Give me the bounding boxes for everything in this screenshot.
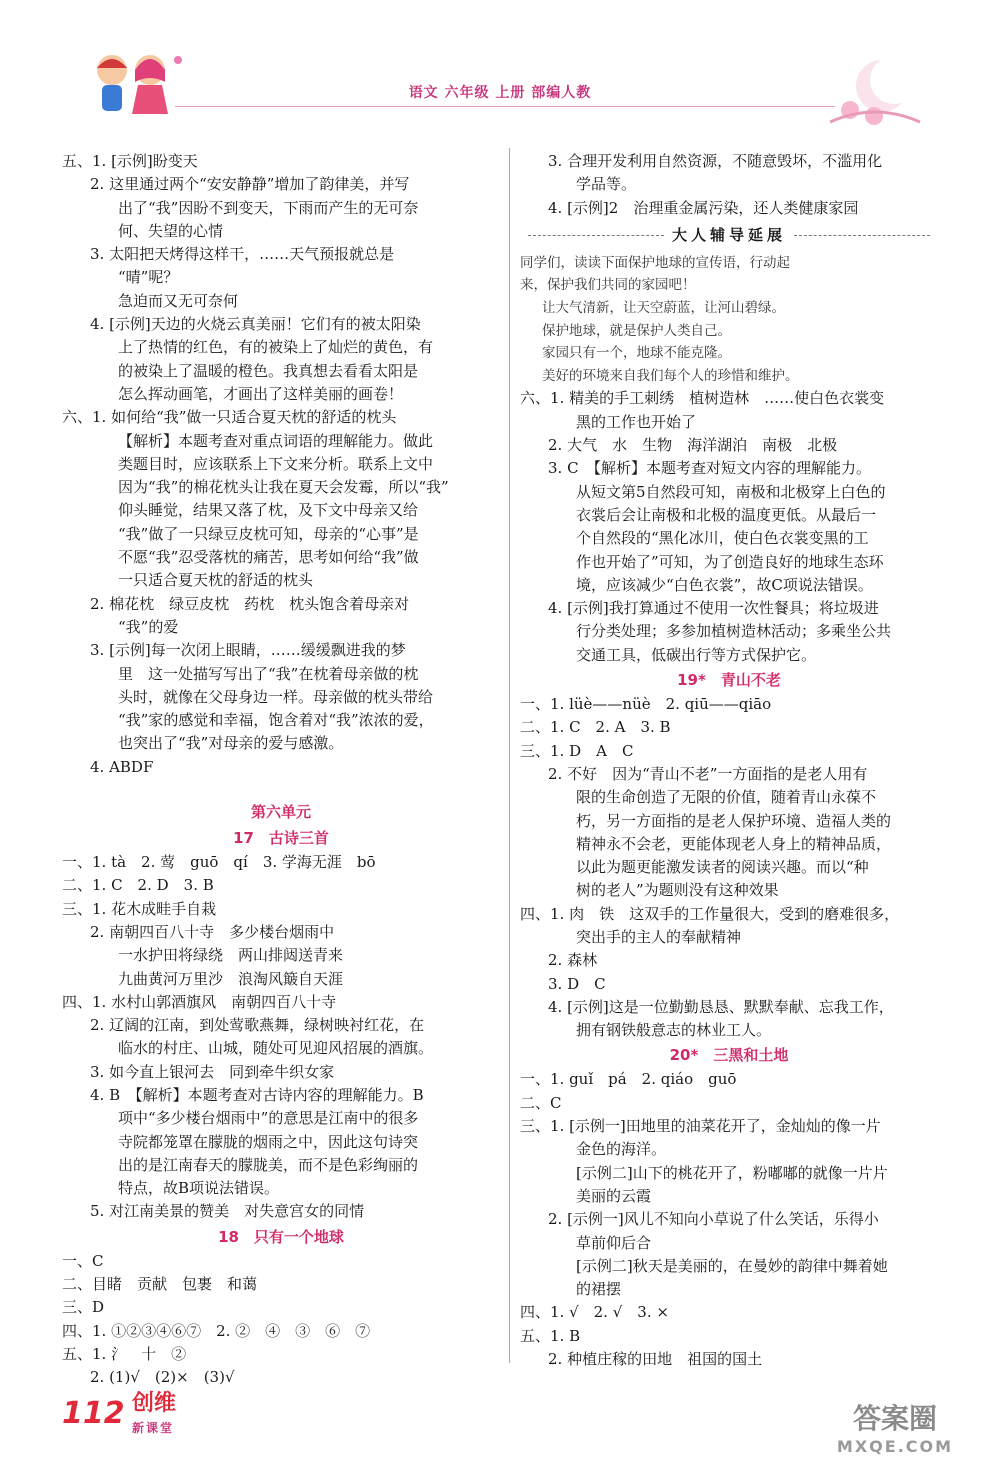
answer-line: 2. 这里通过两个“安安静静”增加了韵律美，并写 <box>90 175 410 194</box>
answer-line: 来，保护我们共同的家园吧！ <box>520 277 696 293</box>
answer-line: “我”的爱 <box>118 617 179 636</box>
answer-line: 因为“我”的棉花枕头让我在夏天会发霉，所以“我” <box>118 478 449 497</box>
answer-line: 二、1. C 2. D 3. B <box>62 876 214 895</box>
answer-line: 特点，故B项说法错误。 <box>118 1179 280 1198</box>
answer-line: 五、1. B <box>520 1326 581 1345</box>
answer-line: 4. [示例]2 治理重金属污染，还人类健康家园 <box>548 198 859 217</box>
section-heading: 第六单元 <box>250 803 311 822</box>
answer-line: “晴”呢？ <box>118 268 179 287</box>
answer-line: 2. (1)√ (2)× (3)√ <box>90 1368 235 1387</box>
tutor-box-title-text: 大人辅导延展 <box>672 226 787 245</box>
answer-line: 的被染上了温暖的橙色。我真想去看看太阳是 <box>118 361 419 380</box>
answer-line: 里 这一处描写写出了“我”在枕着母亲做的枕 <box>118 664 419 683</box>
answer-line: 4. ABDF <box>90 757 154 776</box>
answer-line: “我”做了一只绿豆皮枕可知，母亲的“心事”是 <box>118 524 419 543</box>
answer-line: 3. D C <box>548 974 606 993</box>
answer-line: 衣裳后会让南极和北极的温度更低。从最后一 <box>576 505 877 524</box>
answer-line: 2. 种植庄稼的田地 祖国的国土 <box>548 1350 763 1369</box>
right-bottom-answers <box>520 387 938 1371</box>
answer-line: 的裙摆 <box>576 1280 622 1299</box>
answer-line: 上了热情的红色，有的被染上了灿烂的黄色，有 <box>118 338 434 357</box>
answer-line: 4. [示例]天边的火烧云真美丽！它们有的被太阳染 <box>90 315 421 334</box>
answer-line: [示例二]秋天是美丽的，在曼妙的韵律中舞着她 <box>576 1256 888 1275</box>
answer-line: 美丽的云霞 <box>576 1186 652 1205</box>
answer-line: 2. 不好 因为“青山不老”一方面指的是老人用有 <box>548 764 868 783</box>
answer-line: 黑的工作也开始了 <box>576 412 697 431</box>
answer-line: 3. 太阳把天烤得这样干，……天气预报就总是 <box>90 245 395 264</box>
answer-line: 突出手的主人的奉献精神 <box>576 927 742 946</box>
answer-line: 四、1. √ 2. √ 3. × <box>520 1303 669 1322</box>
answer-line: 三、D <box>62 1298 105 1317</box>
answer-line: 以此为题更能激发读者的阅读兴趣。而以“种 <box>576 858 869 877</box>
brand-logo-sub: 新课堂 <box>132 1421 175 1435</box>
answer-line: 树的老人”为题则没有这种效果 <box>576 881 779 900</box>
answer-line: 项中“多少楼台烟雨中”的意思是江南中的很多 <box>118 1109 419 1128</box>
column-divider <box>509 148 510 1363</box>
tutor-box-text <box>520 252 938 388</box>
answer-line: 出了“我”因盼不到变天，下雨而产生的无可奈 <box>118 198 419 217</box>
answer-line: 作也开始了”可知，为了创造良好的地球生态环 <box>576 552 884 571</box>
right-column <box>520 150 938 1371</box>
sleeping-moon-icon <box>820 52 930 132</box>
answer-line: 一、C <box>62 1251 104 1270</box>
tutor-box-title <box>520 223 938 249</box>
answer-line: 限的生命创造了无限的价值，随着青山永葆不 <box>576 788 877 807</box>
answer-line: 二、目睹 贡献 包裹 和蔼 <box>62 1275 258 1294</box>
page-header-title: 语文 六年级 上册 部编人教 <box>408 85 592 101</box>
answer-line: 让大气清新，让天空蔚蓝，让河山碧绿。 <box>542 300 785 316</box>
section-heading: 18 只有一个地球 <box>218 1227 344 1246</box>
answer-line: 【解析】本题考查对重点词语的理解能力。做此 <box>118 431 434 450</box>
answer-line: “我”家的感觉和幸福，饱含着对“我”浓浓的爱， <box>118 711 434 730</box>
answer-line: 一只适合夏天枕的舒适的枕头 <box>118 571 314 590</box>
answer-line: 4. [示例]这是一位勤勤恳恳、默默奉献、忘我工作， <box>548 997 894 1016</box>
answer-line: 4. B 【解析】本题考查对古诗内容的理解能力。B <box>90 1085 424 1104</box>
answer-line: 寺院都笼罩在朦胧的烟雨之中，因此这句诗突 <box>118 1132 419 1151</box>
answer-line: 一、1. lüè——nüè 2. qiū——qiāo <box>520 695 772 714</box>
section-heading: 20* 三黑和土地 <box>669 1046 789 1065</box>
answer-line: 2. 棉花枕 绿豆皮枕 药枕 枕头饱含着母亲对 <box>90 594 410 613</box>
answer-line: 六、1. 精美的手工刺绣 植树造林 ……使白色衣裳变 <box>520 389 885 408</box>
answer-line: 急迫而又无可奈何 <box>118 291 239 310</box>
tutor-box-rule-right <box>794 235 930 236</box>
answer-line: 3. 如今直上银河去 同到牵牛织女家 <box>90 1062 335 1081</box>
brand-logo-text: 创维 <box>132 1391 177 1416</box>
answer-line: [示例二]山下的桃花开了，粉嘟嘟的就像一片片 <box>576 1163 888 1182</box>
answer-line: 头时，就像在父母身边一样。母亲做的枕头带给 <box>118 687 434 706</box>
answer-line: 怎么挥动画笔，才画出了这样美丽的画卷！ <box>118 384 404 403</box>
header-rule <box>175 106 835 107</box>
answer-line: 类题目时，应该联系上下文来分析。联系上文中 <box>118 454 434 473</box>
spacer <box>62 779 500 799</box>
answer-line: 三、1. D A C <box>520 741 634 760</box>
answer-line: 朽，另一方面指的是老人保护环境、造福人类的 <box>576 811 892 830</box>
answer-line: 九曲黄河万里沙 浪淘风簸自天涯 <box>118 969 344 988</box>
answer-line: 五、1. 氵 十 ② <box>62 1344 187 1363</box>
answer-line: 草前仰后合 <box>576 1233 652 1252</box>
answer-line: 4. [示例]我打算通过不使用一次性餐具；将垃圾进 <box>548 599 879 618</box>
watermark-url: MXQE.COM <box>836 1437 954 1456</box>
answer-line: 四、1. 水村山郭酒旗风 南朝四百八十寺 <box>62 992 337 1011</box>
answer-line: 学品等。 <box>576 175 637 194</box>
right-top-answers <box>520 150 938 220</box>
answer-line: 也突出了“我”对母亲的爱与感激。 <box>118 734 344 753</box>
answer-line: 3. C 【解析】本题考查对短文内容的理解能力。 <box>548 459 872 478</box>
answer-line: 美好的环境来自我们每个人的珍惜和维护。 <box>542 367 799 383</box>
answer-line: 3. 合理开发利用自然资源，不随意毁坏，不滥用化 <box>548 152 883 170</box>
page-header <box>0 0 1000 140</box>
answer-line: 何、失望的心情 <box>118 221 224 240</box>
brand-logo <box>132 1392 176 1440</box>
answer-line: 出的是江南春天的朦胧美，而不是色彩绚丽的 <box>118 1155 419 1174</box>
watermark <box>810 1402 980 1464</box>
answer-line: 同学们，读读下面保护地球的宣传语，行动起 <box>520 254 790 270</box>
answer-line: 一、1. tà 2. 莺 guō qí 3. 学海无涯 bō <box>62 853 376 872</box>
answer-line: 2. [示例一]风儿不知向小草说了什么笑话，乐得小 <box>548 1210 879 1229</box>
page-number: 112 <box>62 1396 125 1431</box>
answer-line: 一水护田将绿绕 两山排闼送青来 <box>118 946 344 965</box>
answer-line: 行分类处理；多参加植树造林活动；多乘坐公共 <box>576 622 892 641</box>
answer-line: 二、C <box>520 1093 562 1112</box>
answer-line: 三、1. [示例一]田地里的油菜花开了，金灿灿的像一片 <box>520 1117 881 1136</box>
answer-line: 精神永不会老，更能体现老人身上的精神品质， <box>576 834 892 853</box>
answer-line: 交通工具，低碳出行等方式保护它。 <box>576 645 817 664</box>
answer-line: 2. 辽阔的江南，到处莺歌燕舞，绿树映衬红花，在 <box>90 1016 425 1035</box>
section-heading: 17 古诗三首 <box>233 829 329 848</box>
answer-line: 一、1. guǐ pá 2. qiáo guō <box>520 1070 737 1089</box>
answer-line: 2. 南朝四百八十寺 多少楼台烟雨中 <box>90 922 335 941</box>
answer-line: 3. [示例]每一次闭上眼睛，……缓缓飘进我的梦 <box>90 641 406 660</box>
answer-line: 金色的海洋。 <box>576 1140 667 1159</box>
watermark-title: 答案圈 <box>852 1402 937 1435</box>
answer-line: 2. 森林 <box>548 951 598 970</box>
answer-line: 个自然段的“黑化冰川，使白色衣裳变黑的工 <box>576 529 869 548</box>
answer-line: 三、1. 花木成畦手自栽 <box>62 899 217 918</box>
answer-line: 五、1. [示例]盼变天 <box>62 152 198 170</box>
answer-line: 四、1. 肉 铁 这双手的工作量很大，受到的磨难很多， <box>520 904 900 923</box>
answer-line: 保护地球，就是保护人类自己。 <box>542 322 731 338</box>
left-column <box>62 150 500 1390</box>
section-heading: 19* 青山不老 <box>677 671 781 690</box>
answer-line: 境，应该减少“白色衣裳”，故C项说法错误。 <box>576 575 873 594</box>
answer-line: 临水的村庄、山城，随处可见迎风招展的酒旗。 <box>118 1039 434 1058</box>
answer-line: 不愿“我”忍受落枕的痛苦，思考如何给“我”做 <box>118 548 419 567</box>
answer-line: 六、1. 如何给“我”做一只适合夏天枕的舒适的枕头 <box>62 408 397 427</box>
answer-line: 拥有钢铁般意志的林业工人。 <box>576 1021 772 1040</box>
answer-line: 从短文第5自然段可知，南极和北极穿上白色的 <box>576 482 886 501</box>
answer-line: 仰头睡觉，结果又落了枕，及下文中母亲又给 <box>118 501 419 520</box>
answer-line: 家园只有一个，地球不能克隆。 <box>542 345 731 361</box>
answer-line: 二、1. C 2. A 3. B <box>520 718 671 737</box>
answer-line: 2. 大气 水 生物 海洋湖泊 南极 北极 <box>548 436 838 455</box>
answer-line: 四、1. ①②③④⑥⑦ 2. ② ④ ③ ⑥ ⑦ <box>62 1321 371 1340</box>
answer-line: 5. 对江南美景的赞美 对失意宫女的同情 <box>90 1202 365 1221</box>
tutor-box-rule-left <box>528 235 664 236</box>
